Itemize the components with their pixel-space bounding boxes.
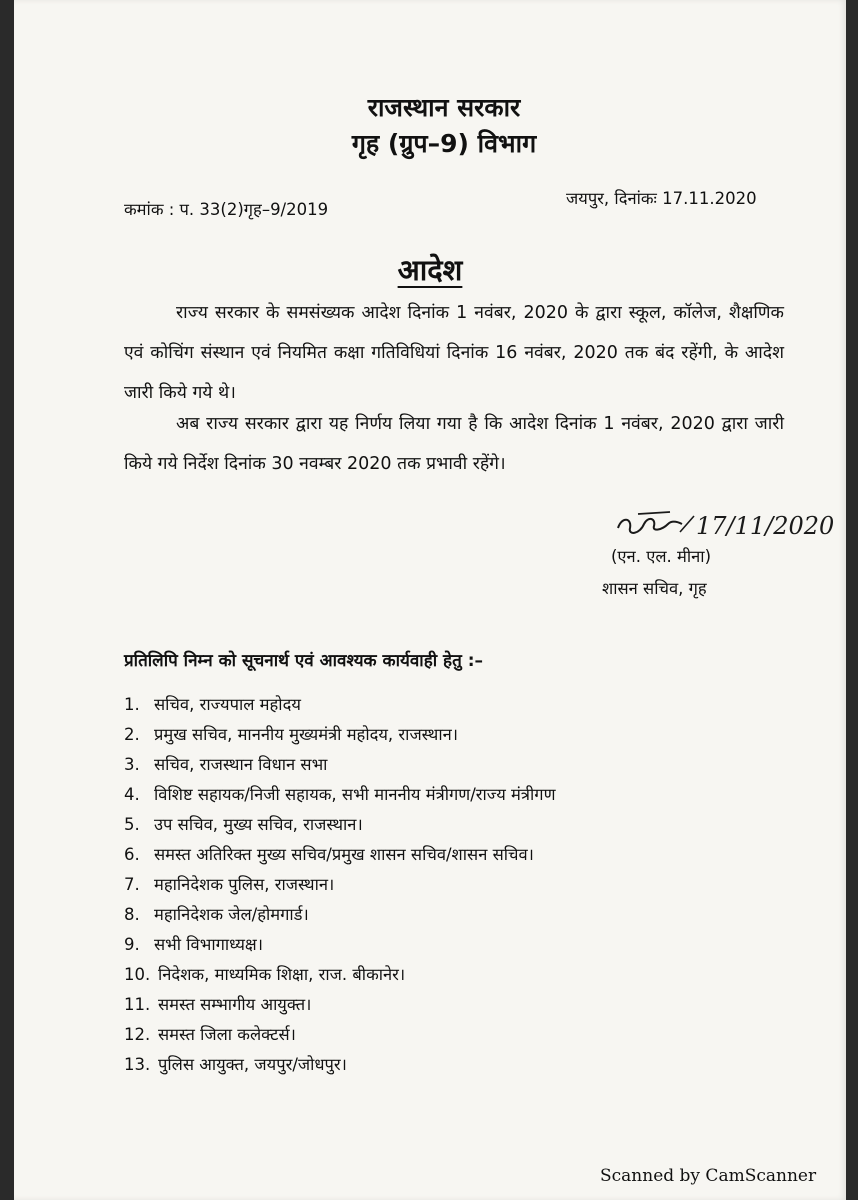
list-item (124, 810, 556, 840)
list-item-text: प्रमुख सचिव, माननीय मुख्यमंत्री महोदय, राजस्थान। (154, 725, 458, 744)
list-item (124, 930, 556, 960)
list-item-number: 9. (124, 935, 140, 954)
signature-date: 17/11/2020 (696, 512, 835, 540)
order-paragraph-2: अब राज्य सरकार द्वारा यह निर्णय लिया गया है कि आदेश दिनांक 1 नवंबर, 2020 द्वारा जारी किये गये निर्देश दिनांक 30 नवम्बर 2020 तक प्रभावी रहेंगे। (124, 414, 784, 474)
list-item (124, 720, 556, 750)
list-item-text: निदेशक, माध्यमिक शिक्षा, राज. बीकानेर। (158, 965, 406, 984)
list-item (124, 1050, 556, 1080)
signature (610, 498, 840, 548)
list-item-number: 2. (124, 725, 140, 744)
list-item (124, 870, 556, 900)
list-item-number: 13. (124, 1055, 151, 1074)
list-item-text: समस्त अतिरिक्त मुख्य सचिव/प्रमुख शासन सचिव/शासन सचिव। (154, 845, 534, 864)
list-item-number: 8. (124, 905, 140, 924)
order-heading (14, 250, 846, 289)
list-item-text: पुलिस आयुक्त, जयपुर/जोधपुर। (158, 1055, 347, 1074)
order-heading-text: आदेश (397, 253, 463, 287)
signature-scribble (610, 498, 840, 548)
list-item-number: 1. (124, 695, 140, 714)
order-paragraph-1: राज्य सरकार के समसंख्यक आदेश दिनांक 1 नवंबर, 2020 के द्वारा स्कूल, कॉलेज, शैक्षणिक एवं कोचिंग संस्थान एवं नियमित कक्षा गतिविधियां दिनांक 16 नवंबर, 2020 तक बंद रहेंगी, के आदेश जारी किये गये थे। (124, 303, 784, 403)
signatory-designation: शासन सचिव, गृह (602, 579, 707, 598)
list-item-number: 10. (124, 965, 151, 984)
scanner-watermark: Scanned by CamScanner (600, 1166, 817, 1186)
government-title: राजस्थान सरकार (367, 93, 521, 122)
list-item (124, 960, 556, 990)
list-item-text: उप सचिव, मुख्य सचिव, राजस्थान। (154, 815, 363, 834)
list-item-text: विशिष्ट सहायक/निजी सहायक, सभी माननीय मंत्रीगण/राज्य मंत्रीगण (154, 785, 556, 804)
list-item-number: 3. (124, 755, 140, 774)
list-item-text: महानिदेशक पुलिस, राजस्थान। (154, 875, 335, 894)
list-item (124, 840, 556, 870)
list-item-number: 11. (124, 995, 151, 1014)
copy-to-heading: प्रतिलिपि निम्न को सूचनार्थ एवं आवश्यक कार्यवाही हेतु :– (124, 651, 483, 671)
document-page (14, 0, 846, 1200)
list-item-number: 4. (124, 785, 140, 804)
list-item (124, 780, 556, 810)
list-item-text: समस्त सम्भागीय आयुक्त। (158, 995, 312, 1014)
copy-to-list (124, 690, 556, 1080)
list-item (124, 900, 556, 930)
list-item (124, 1020, 556, 1050)
reference-number: कमांक : प. 33(2)गृह–9/2019 (124, 200, 329, 219)
list-item (124, 750, 556, 780)
list-item-text: सचिव, राज्यपाल महोदय (154, 695, 301, 714)
list-item-number: 12. (124, 1025, 151, 1044)
list-item-text: महानिदेशक जेल/होमगार्ड। (154, 905, 309, 924)
place-date: जयपुर, दिनांकः 17.11.2020 (566, 189, 757, 208)
list-item-text: सचिव, राजस्थान विधान सभा (154, 755, 328, 774)
list-item-text: समस्त जिला कलेक्टर्स। (158, 1025, 296, 1044)
list-item-number: 6. (124, 845, 140, 864)
list-item (124, 690, 556, 720)
list-item-number: 7. (124, 875, 140, 894)
list-item-number: 5. (124, 815, 140, 834)
list-item-text: सभी विभागाध्यक्ष। (154, 935, 264, 954)
list-item (124, 990, 556, 1020)
signatory-name: (एन. एल. मीना) (611, 547, 712, 566)
department-title: गृह (ग्रुप–9) विभाग (351, 129, 537, 158)
